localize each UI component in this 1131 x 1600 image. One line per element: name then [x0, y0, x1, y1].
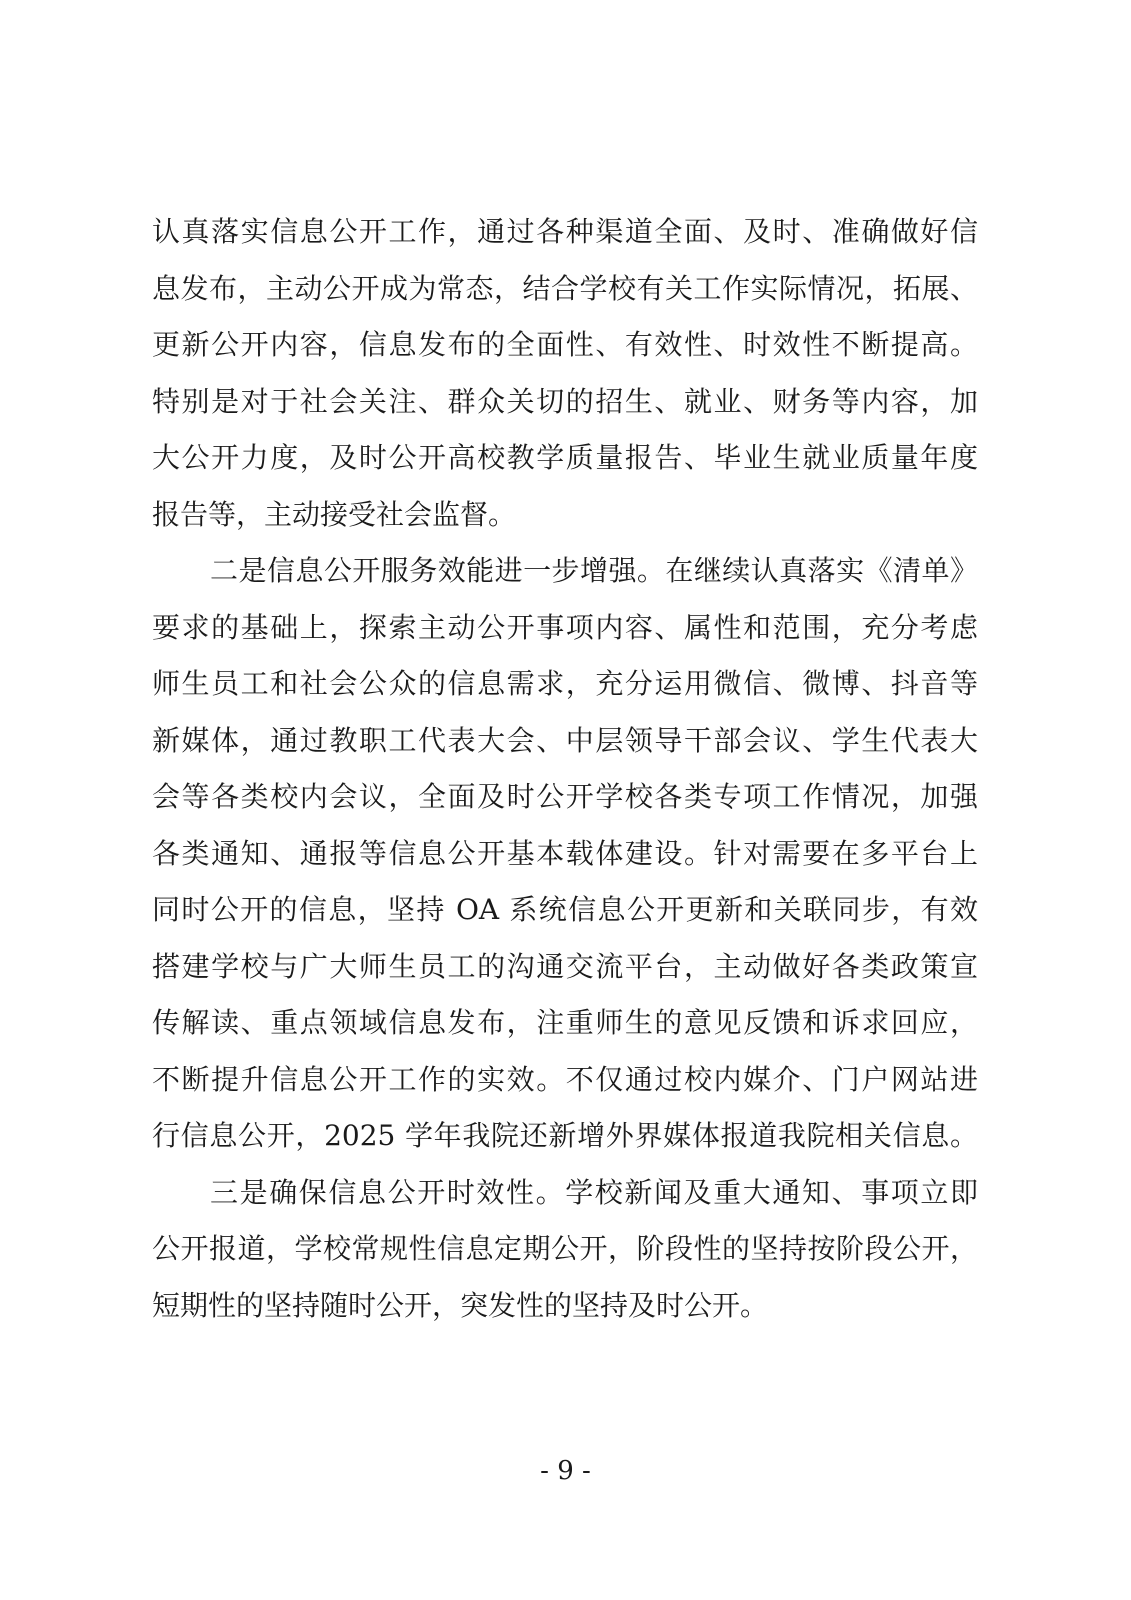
text-line: 二是信息公开服务效能进一步增强。在继续认真落实《清单》 [210, 554, 978, 587]
paragraph-3 [152, 1165, 978, 1335]
text-line: 认真落实信息公开工作，通过各种渠道全面、及时、准确做好信 [152, 215, 978, 248]
paragraph-1 [152, 204, 978, 543]
text-line: 新媒体，通过教职工代表大会、中层领导干部会议、学生代表大 [152, 723, 978, 757]
text-line: 短期性的坚持随时公开，突发性的坚持及时公开。 [152, 1288, 769, 1322]
text-line: 传解读、重点领域信息发布，注重师生的意见反馈和诉求回应， [152, 1006, 978, 1039]
body-text [152, 204, 978, 1334]
text-line: 各类通知、通报等信息公开基本载体建设。针对需要在多平台上 [152, 836, 978, 870]
text-line: 公开报道，学校常规性信息定期公开，阶段性的坚持按阶段公开， [152, 1232, 978, 1265]
text-line: 息发布，主动公开成为常态，结合学校有关工作实际情况，拓展、 [152, 271, 978, 305]
text-line: 会等各类校内会议，全面及时公开学校各类专项工作情况，加强 [152, 780, 978, 813]
text-line: 搭建学校与广大师生员工的沟通交流平台，主动做好各类政策宣 [152, 949, 978, 983]
page-number: - 9 - [540, 1456, 591, 1486]
text-line: 三是确保信息公开时效性。学校新闻及重大通知、事项立即 [210, 1175, 978, 1209]
text-line: 不断提升信息公开工作的实效。不仅通过校内媒介、门户网站进 [152, 1062, 978, 1096]
text-line: 行信息公开，2025 学年我院还新增外界媒体报道我院相关信息。 [152, 1119, 978, 1152]
text-line: 特别是对于社会关注、群众关切的招生、就业、财务等内容，加 [152, 384, 978, 418]
text-line: 要求的基础上，探索主动公开事项内容、属性和范围，充分考虑 [152, 610, 978, 644]
text-line: 同时公开的信息，坚持 OA 系统信息公开更新和关联同步，有效 [152, 893, 978, 926]
text-line: 师生员工和社会公众的信息需求，充分运用微信、微博、抖音等 [152, 667, 978, 700]
text-line: 报告等，主动接受社会监督。 [152, 497, 517, 531]
text-line: 更新公开内容，信息发布的全面性、有效性、时效性不断提高。 [152, 328, 978, 361]
text-line: 大公开力度，及时公开高校教学质量报告、毕业生就业质量年度 [152, 441, 978, 474]
paragraph-2 [152, 543, 978, 1165]
